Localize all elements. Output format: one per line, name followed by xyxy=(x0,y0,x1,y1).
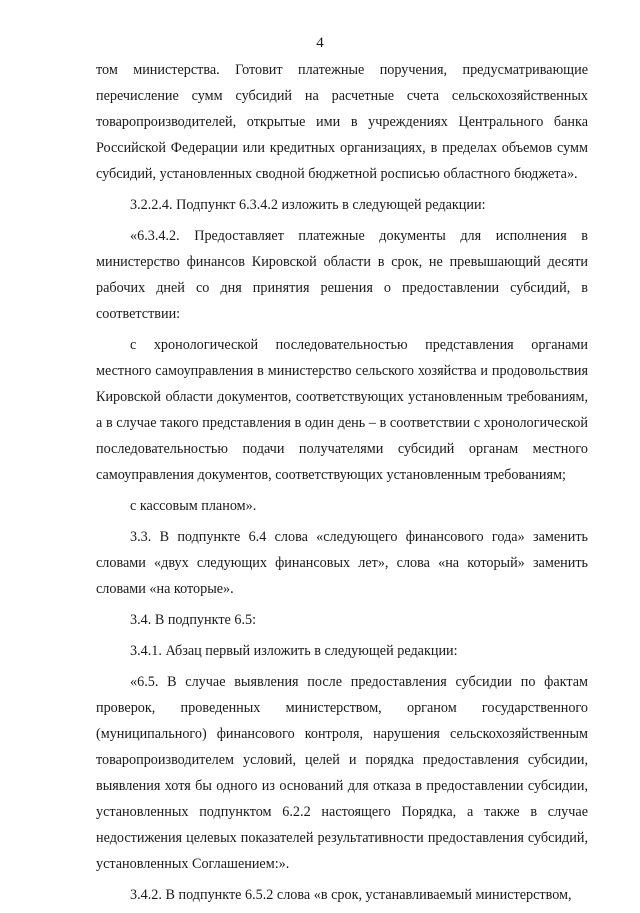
paragraph-subclause-3-2-2-4: 3.2.2.4. Подпункт 6.3.4.2 изложить в следующей редакции: xyxy=(130,197,486,213)
document-body xyxy=(96,57,588,913)
paragraph-clause-3-4: 3.4. В подпункте 6.5: xyxy=(130,612,257,628)
paragraph-clause-3-3: 3.3. В подпункте 6.4 слова «следующего финансового года» заменить словами «двух следующих финансовых лет», слова «на который» заменить словами «на которые». xyxy=(96,529,588,597)
paragraph-quoted-6-3-4-2: «6.3.4.2. Предоставляет платежные документы для исполнения в министерство финансов Кировской области в срок, не превышающий десяти рабочих дней со дня принятия решения о предоставлении субсидий, в соответствии: xyxy=(96,228,588,322)
paragraph-clause-3-4-1: 3.4.1. Абзац первый изложить в следующей редакции: xyxy=(130,643,458,659)
paragraph-clause-3-4-2: 3.4.2. В подпункте 6.5.2 слова «в срок, устанавливаемый министерством, xyxy=(130,887,572,903)
paragraph-quoted-6-5: «6.5. В случае выявления после предоставления субсидии по фактам проверок, проведенных министерством, органом государственного (муниципального) финансового контроля, нарушения сельскохозяйственным товаропроизводителем условий, целей и порядка предоставления субсидии, выявления хотя бы одного из оснований для отказа в предоставлении субсидии, установленных подпунктом 6.2.2 настоящего Порядка, а также в случае недостижения целевых показателей результативности предоставления субсидий, установленных Соглашением:». xyxy=(96,674,588,872)
paragraph-continuation: том министерства. Готовит платежные поручения, предусматривающие перечисление сумм субсидий на расчетные счета сельскохозяйственных товаропроизводителей, открытые ими в учреждениях Центрального банка Российской Федерации или кредитных организациях, в пределах объемов сумм субсидий, установленных сводной бюджетной росписью областного бюджета». xyxy=(96,62,588,182)
paragraph-cash-plan: с кассовым планом». xyxy=(130,498,257,514)
paragraph-chronological-order: с хронологической последовательностью представления органами местного самоуправления в министерство сельского хозяйства и продовольствия Кировской области документов, соответствующих установленным требованиям, а в случае такого представления в один день – в соответствии с хронологической последовательностью подачи получателями субсидий органам местного самоуправления документов, соответствующих установленным требованиям; xyxy=(96,337,588,483)
page-number: 4 xyxy=(316,35,324,51)
